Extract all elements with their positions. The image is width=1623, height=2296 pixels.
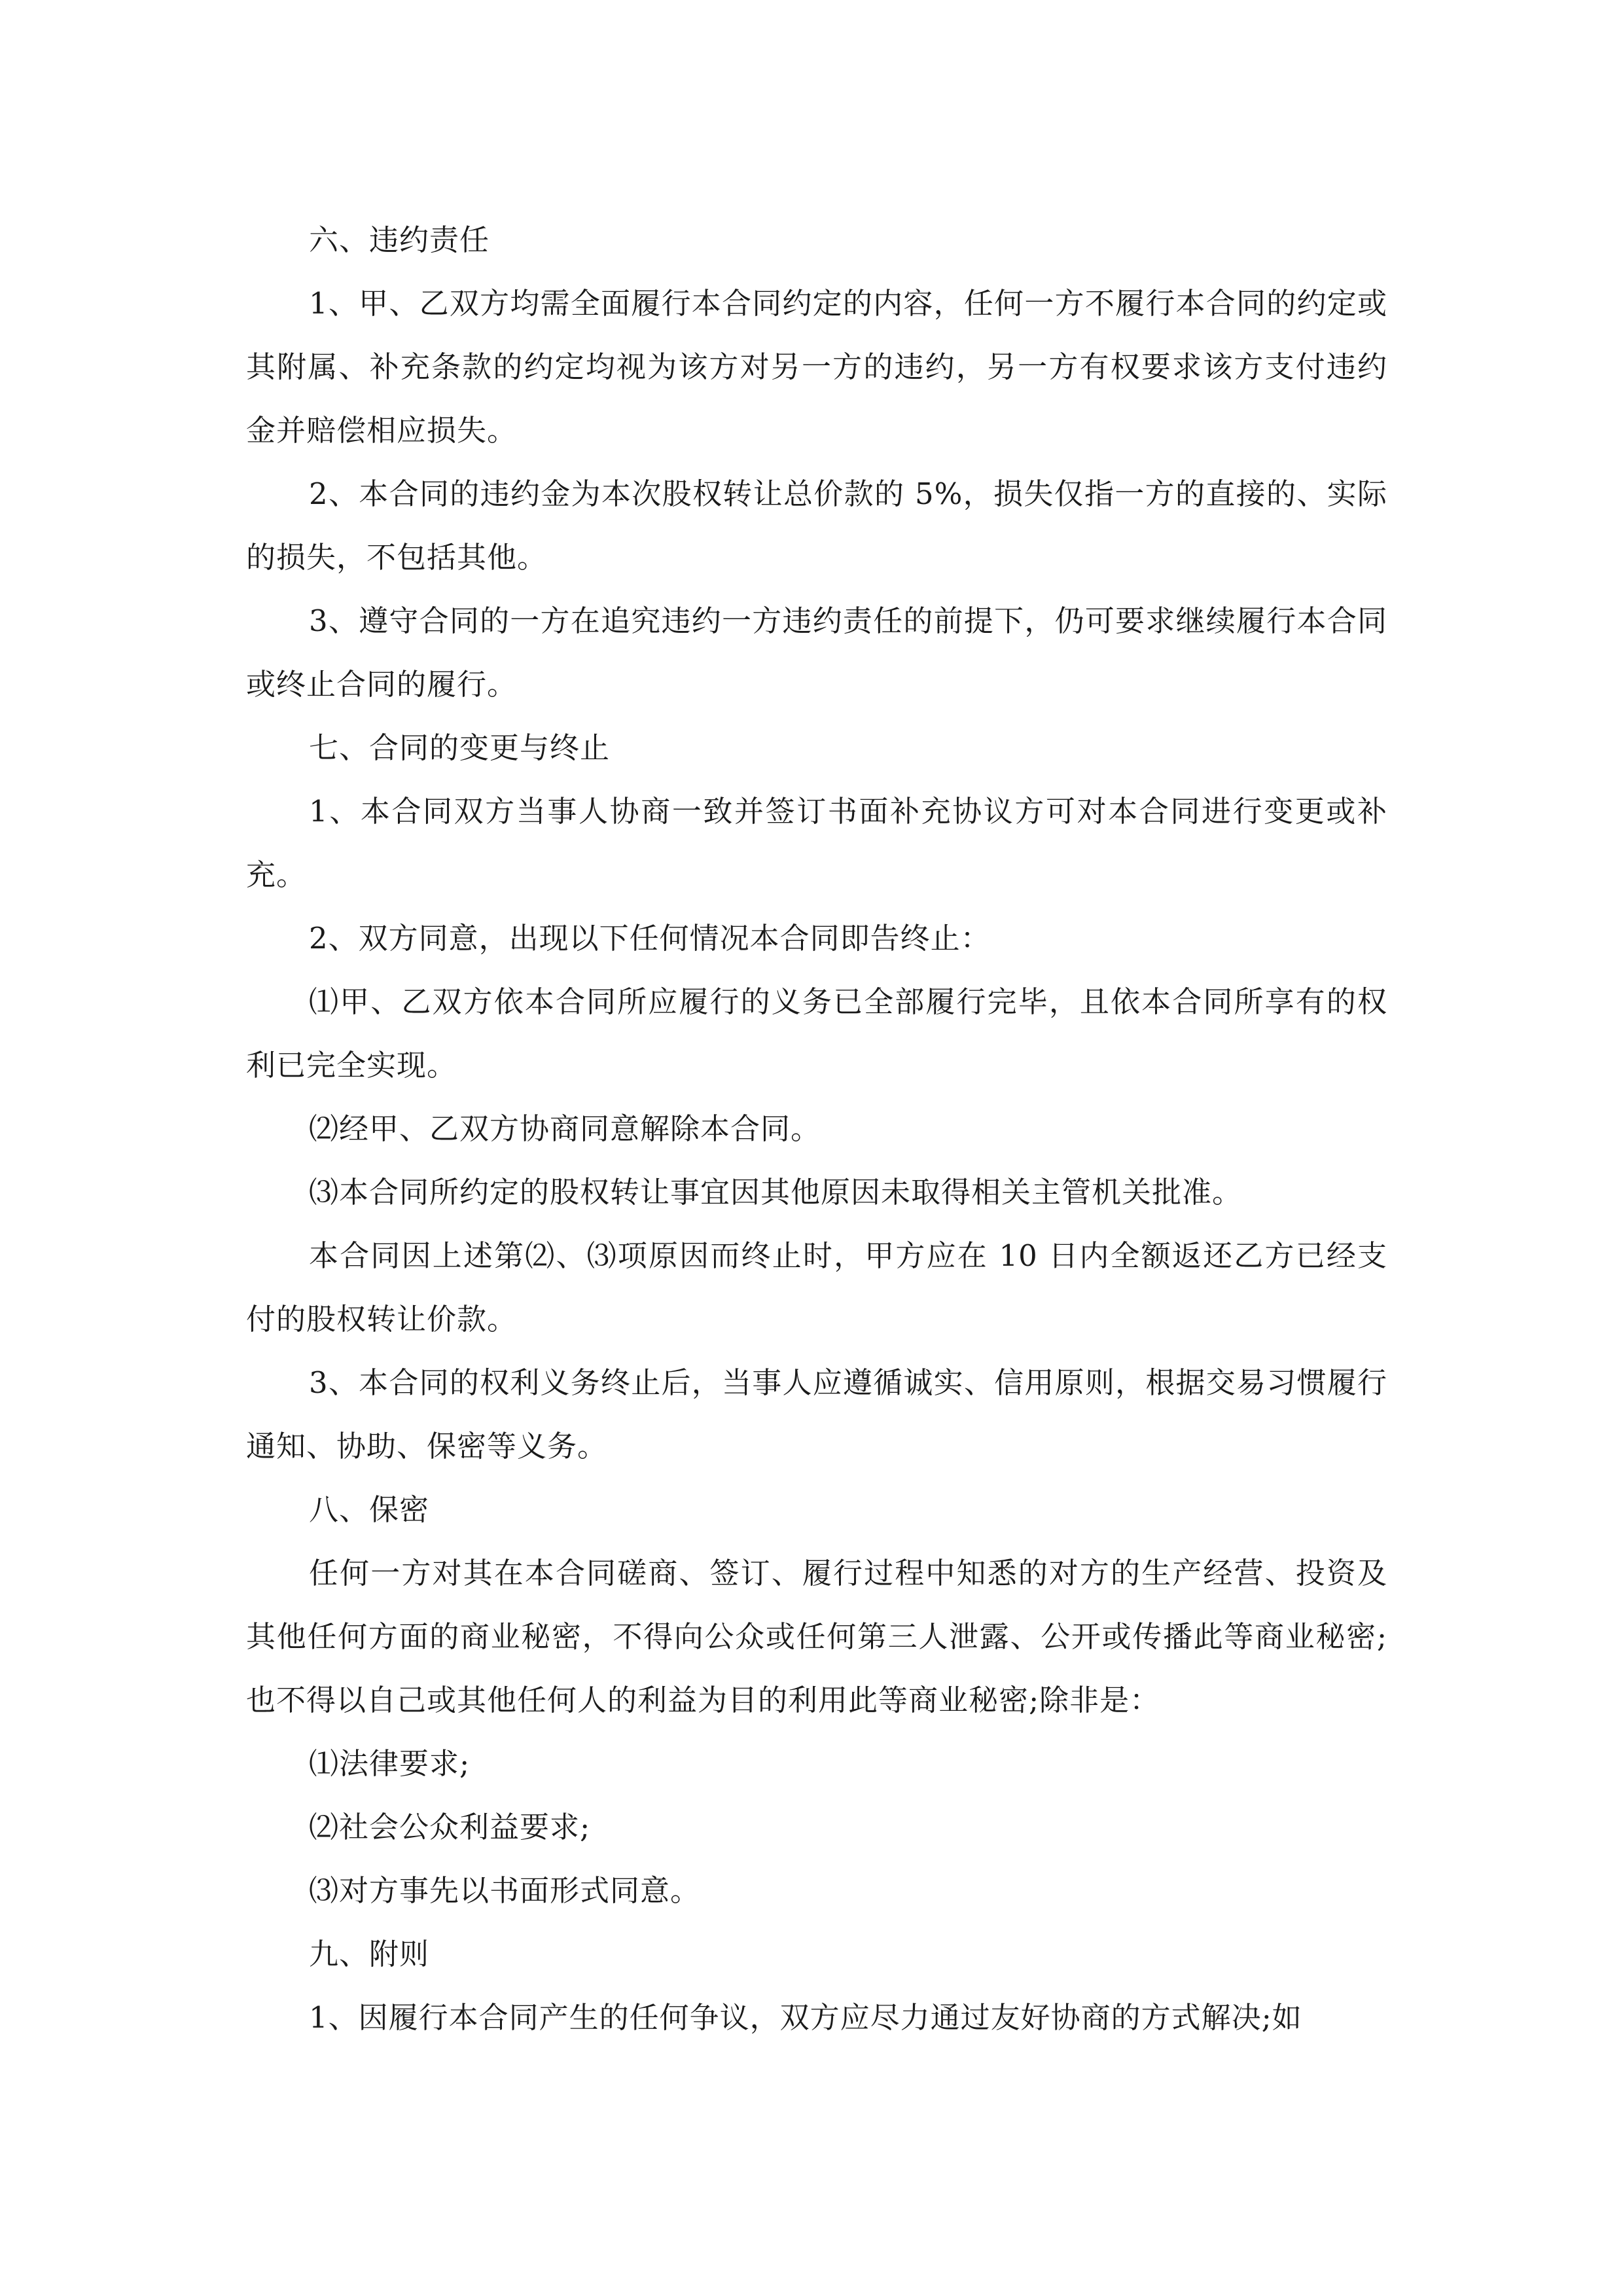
paragraph: 3、遵守合同的一方在追究违约一方违约责任的前提下，仍可要求继续履行本合同或终止合同的履行。 [246, 603, 1387, 702]
list-item: ⑵社会公众利益要求; [309, 1810, 591, 1844]
list-item: ⑶对方事先以书面形式同意。 [309, 1873, 701, 1908]
paragraph: 1、因履行本合同产生的任何争议，双方应尽力通过友好协商的方式解决;如 [309, 2000, 1302, 2035]
paragraph: 2、双方同意，出现以下任何情况本合同即告终止： [309, 921, 991, 956]
list-item: ⑶本合同所约定的股权转让事宜因其他原因未取得相关主管机关批准。 [309, 1175, 1243, 1210]
heading-change-and-termination: 七、合同的变更与终止 [309, 730, 611, 765]
heading-confidentiality: 八、保密 [309, 1492, 430, 1527]
paragraph: 任何一方对其在本合同磋商、签订、履行过程中知悉的对方的生产经营、投资及其他任何方面的商业秘密，不得向公众或任何第三人泄露、公开或传播此等商业秘密;也不得以自己或其他任何人的利益为目的利用此等商业秘密;除非是： [246, 1556, 1387, 1717]
paragraph: 1、甲、乙双方均需全面履行本合同约定的内容，任何一方不履行本合同的约定或其附属、补充条款的约定均视为该方对另一方的违约，另一方有权要求该方支付违约金并赔偿相应损失。 [246, 286, 1387, 448]
paragraph: 2、本合同的违约金为本次股权转让总价款的 5%，损失仅指一方的直接的、实际的损失，不包括其他。 [246, 476, 1387, 575]
heading-breach-liability: 六、违约责任 [309, 223, 490, 257]
paragraph: 1、本合同双方当事人协商一致并签订书面补充协议方可对本合同进行变更或补充。 [246, 794, 1387, 892]
list-item: ⑴甲、乙双方依本合同所应履行的义务已全部履行完毕，且依本合同所享有的权利已完全实现。 [246, 984, 1387, 1083]
list-item: ⑴法律要求; [309, 1746, 471, 1781]
heading-supplementary-provisions: 九、附则 [309, 1937, 430, 1971]
paragraph: 3、本合同的权利义务终止后，当事人应遵循诚实、信用原则，根据交易习惯履行通知、协助、保密等义务。 [246, 1365, 1387, 1463]
document-body [246, 208, 1387, 2049]
list-item: ⑵经甲、乙双方协商同意解除本合同。 [309, 1111, 821, 1146]
paragraph: 本合同因上述第⑵、⑶项原因而终止时，甲方应在 10 日内全额返还乙方已经支付的股权转让价款。 [246, 1238, 1387, 1336]
